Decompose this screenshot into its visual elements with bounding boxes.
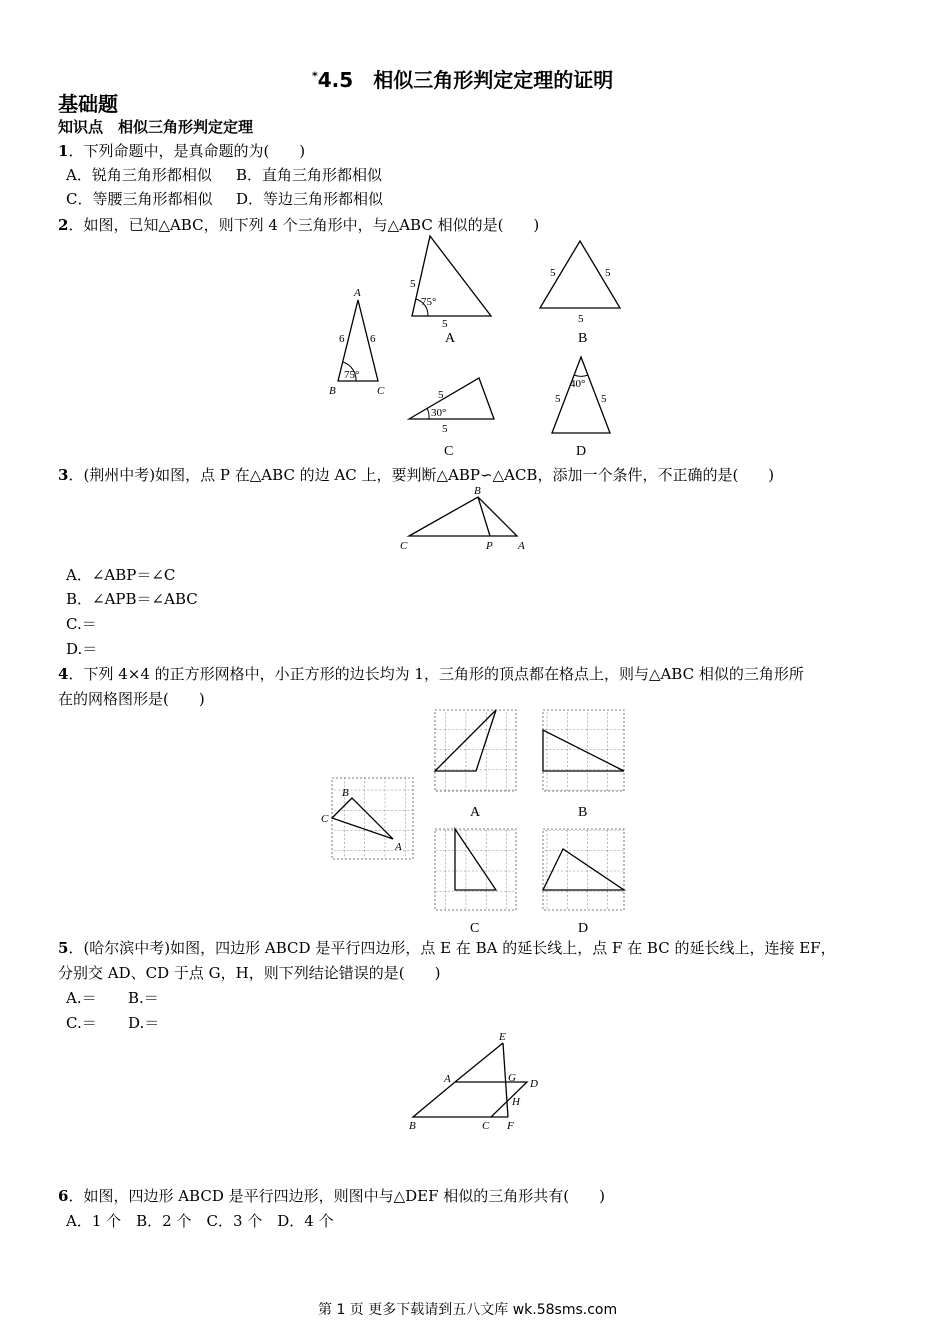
q2-option-d-side1: 5 — [555, 393, 561, 405]
q4-main-label-a: A — [395, 841, 402, 853]
q2-option-d-side2: 5 — [601, 393, 607, 405]
q3-option-a: A．∠ABP＝∠C — [66, 566, 176, 584]
q3-option-d: D.＝ — [66, 640, 98, 658]
q2-option-c-side1: 5 — [438, 389, 444, 401]
q4-main-label-b: B — [342, 787, 349, 799]
q2-option-c-caption: C — [444, 444, 454, 459]
q4-number: 4 — [58, 665, 69, 683]
q5-label-e: E — [499, 1031, 506, 1043]
q3-label-a: A — [518, 540, 525, 552]
q2-main-angle: 75° — [344, 369, 360, 381]
q3-label-b: B — [474, 485, 481, 497]
q5-label-a: A — [444, 1073, 451, 1085]
q6-options: A．1 个 B．2 个 C．3 个 D．4 个 — [66, 1212, 334, 1230]
q2-option-b-side2: 5 — [605, 267, 611, 279]
q2-main-label-a: A — [354, 287, 361, 299]
q2-option-d-caption: D — [576, 444, 587, 459]
q2-option-a-side1: 5 — [410, 278, 416, 290]
q2-main-side-ab: 6 — [339, 333, 345, 345]
q2-option-d-angle: 40° — [570, 378, 586, 390]
q2-option-b-caption: B — [578, 331, 588, 346]
q1-option-c: C．等腰三角形都相似 — [66, 190, 213, 208]
q1-option-d: D．等边三角形都相似 — [236, 190, 384, 208]
q3-text: ．(荆州中考)如图，点 P 在△ABC 的边 AC 上，要判断△ABP∽△ACB，添加一个条件，不正确的是( ) — [68, 466, 775, 484]
q5-label-d: D — [530, 1078, 538, 1090]
q2-option-c-side2: 5 — [442, 423, 448, 435]
q3-option-b: B．∠APB＝∠ABC — [66, 590, 198, 608]
q5-segment-ae — [455, 1043, 503, 1082]
q5-label-b: B — [409, 1120, 416, 1132]
q3-label-c: C — [400, 540, 408, 552]
q5-text-1: ．(哈尔滨中考)如图，四边形 ABCD 是平行四边形，点 E 在 BA 的延长线上，点 F 在 BC 的延长线上，连接 EF， — [68, 939, 836, 957]
q2-option-a-side2: 5 — [442, 318, 448, 330]
knowledge-point: 知识点 相似三角形判定定理 — [58, 118, 254, 136]
q1-option-a: A．锐角三角形都相似 — [66, 166, 212, 184]
q6-number: 6 — [58, 1187, 69, 1205]
page-footer: 第 1 页 更多下载请到五八文库 wk.58sms.com — [318, 1302, 618, 1318]
q2-number: 2 — [58, 216, 69, 234]
q4-text-1: ．下列 4×4 的正方形网格中，小正方形的边长均为 1，三角形的顶点都在格点上，则与△ABC 相似的三角形所 — [68, 665, 804, 683]
q4-option-c-caption: C — [470, 921, 480, 936]
q5-number: 5 — [58, 939, 69, 957]
q3-option-c: C.＝ — [66, 615, 97, 633]
q2-option-a-caption: A — [445, 331, 456, 346]
q1-option-b: B．直角三角形都相似 — [236, 166, 383, 184]
q2-main-label-b: B — [329, 385, 336, 397]
q4-stem-line2: 在的网格图形是( ) — [58, 690, 205, 708]
q3-number: 3 — [58, 466, 69, 484]
q5-label-g: G — [508, 1072, 516, 1084]
q5-label-h: H — [512, 1096, 520, 1108]
q2-text: ．如图，已知△ABC，则下列 4 个三角形中，与△ABC 相似的是( ) — [68, 216, 540, 234]
q4-option-a-caption: A — [470, 805, 481, 820]
q2-option-a-angle: 75° — [421, 296, 437, 308]
q4-main-label-c: C — [321, 813, 329, 825]
q1-text: ．下列命题中，是真命题的为( ) — [68, 142, 306, 160]
section-title: 基础题 — [58, 92, 118, 116]
q5-label-f: F — [507, 1120, 514, 1132]
q2-main-side-ac: 6 — [370, 333, 376, 345]
title-text: 4.5 相似三角形判定定理的证明 — [317, 68, 614, 92]
q1-number: 1 — [58, 142, 69, 160]
q4-option-d-caption: D — [578, 921, 589, 936]
q5-option-b: B.＝ — [128, 989, 159, 1007]
q5-option-a: A.＝ — [66, 989, 97, 1007]
q2-option-b-side3: 5 — [578, 313, 584, 325]
q3-label-p: P — [486, 540, 493, 552]
q5-option-c: C.＝ — [66, 1014, 97, 1032]
q6-stem — [58, 1185, 605, 1206]
q6-text: ．如图，四边形 ABCD 是平行四边形，则图中与△DEF 相似的三角形共有( ) — [68, 1187, 606, 1205]
q5-option-d: D.＝ — [128, 1014, 160, 1032]
q5-parallelogram — [413, 1082, 527, 1117]
q2-option-c-angle: 30° — [431, 407, 447, 419]
q4-option-b-caption: B — [578, 805, 588, 820]
q2-option-b-side1: 5 — [550, 267, 556, 279]
q5-label-c: C — [482, 1120, 490, 1132]
q5-stem-line2: 分别交 AD、CD 于点 G，H，则下列结论错误的是( ) — [58, 964, 441, 982]
title-mark: * — [312, 69, 318, 83]
q2-main-label-c: C — [377, 385, 385, 397]
